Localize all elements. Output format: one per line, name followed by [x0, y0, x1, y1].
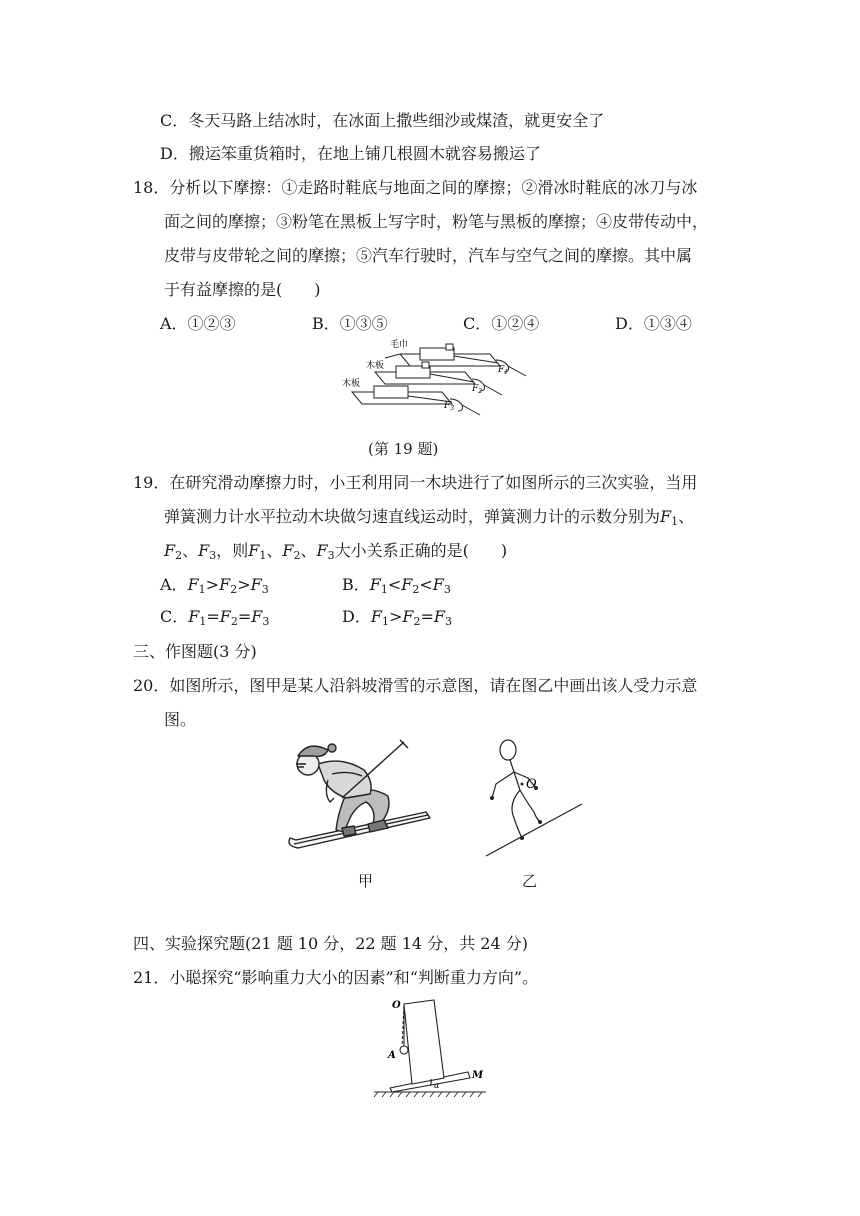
figure-19-caption: (第 19 题) — [368, 440, 439, 458]
f1-label: $F_1$ — [498, 365, 509, 376]
label-alpha: α — [434, 1081, 440, 1090]
figure-yi-caption: 乙 — [522, 872, 538, 890]
hat — [298, 746, 328, 756]
wood-board-label-2: 木板 — [342, 379, 361, 389]
stick-torso — [510, 760, 520, 790]
section-3-heading: 三、作图题(3 分) — [133, 642, 257, 661]
stick-arm-left — [492, 772, 514, 798]
section-4-heading: 四、实验探究题(21 题 10 分，22 题 14 分，共 24 分) — [133, 934, 528, 953]
f3-label: $F_3$ — [444, 401, 455, 412]
q21-stem-line1: 21．小聪探究“影响重力大小的因素”和“判断重力方向”。 — [133, 968, 539, 987]
upright-board — [404, 1000, 444, 1084]
q18-option-d: D．①③④ — [615, 314, 692, 333]
q20-stem-line1: 20．如图所示，图甲是某人沿斜坡滑雪的示意图，请在图乙中画出该人受力示意 — [133, 676, 698, 695]
towel-label: 毛巾 — [390, 340, 409, 350]
q19-option-c: C．$F_1=F_2=F_3$ — [160, 607, 270, 628]
q19-option-d: D．$F_1>F_2=F_3$ — [342, 607, 452, 628]
q18-stem-line3: 皮带与皮带轮之间的摩擦；⑤汽车行驶时，汽车与空气之间的摩擦。其中属 — [164, 246, 693, 265]
point-o-label: O — [526, 777, 537, 792]
stick-leg-1 — [512, 790, 522, 838]
spring-line-1 — [454, 356, 498, 363]
q19-option-a: A．$F_1>F_2>F_3$ — [160, 575, 269, 596]
q20-stem-line2: 图。 — [164, 710, 197, 729]
plumb-bob — [400, 1046, 408, 1054]
label-m: M — [472, 1070, 484, 1081]
skier-figure-jia — [284, 736, 434, 860]
q19-option-b: B．$F_1<F_2<F_3$ — [342, 575, 451, 596]
figure-jia-caption: 甲 — [358, 872, 374, 890]
q18-stem-line1: 18．分析以下摩擦：①走路时鞋底与地面之间的摩擦；②滑冰时鞋底的冰刀与冰 — [133, 178, 698, 197]
label-o: O — [392, 1000, 401, 1011]
point-o — [521, 783, 524, 786]
stick-leg-2 — [520, 790, 540, 822]
plumb-line-figure — [372, 998, 492, 1098]
q17-option-c: C．冬天马路上结冰时，在冰面上撒些细沙或煤渣，就更安全了 — [160, 111, 605, 130]
q19-stem-line2: 弹簧测力计水平拉动木块做匀速直线运动时，弹簧测力计的示数分别为$F_1$、 — [164, 507, 695, 528]
stick-figure-yi — [482, 738, 584, 862]
stick-head — [500, 740, 516, 760]
q19-stem-line1: 19．在研究滑动摩擦力时，小王利用同一木块进行了如图所示的三次实验，当用 — [133, 473, 698, 492]
q18-option-b: B．①③⑤ — [312, 314, 388, 333]
q18-stem-line4: 于有益摩擦的是( ) — [164, 280, 321, 299]
q18-option-c: C．①②④ — [463, 314, 540, 333]
q19-stem-line3: $F_2$、$F_3$，则$F_1$、$F_2$、$F_3$大小关系正确的是( ) — [164, 541, 508, 562]
f2-label: $F_2$ — [472, 384, 483, 395]
friction-experiment-figure — [330, 336, 530, 420]
q18-option-a: A．①②③ — [160, 314, 236, 333]
block-3 — [374, 386, 408, 398]
wood-board-label-1: 木板 — [366, 361, 385, 371]
label-a: A — [388, 1050, 396, 1061]
q17-option-d: D．搬运笨重货箱时，在地上铺几根圆木就容易搬运了 — [160, 144, 541, 163]
q18-stem-line2: 面之间的摩擦；③粉笔在黑板上写字时，粉笔与黑板的摩擦；④皮带传动中， — [164, 212, 709, 231]
